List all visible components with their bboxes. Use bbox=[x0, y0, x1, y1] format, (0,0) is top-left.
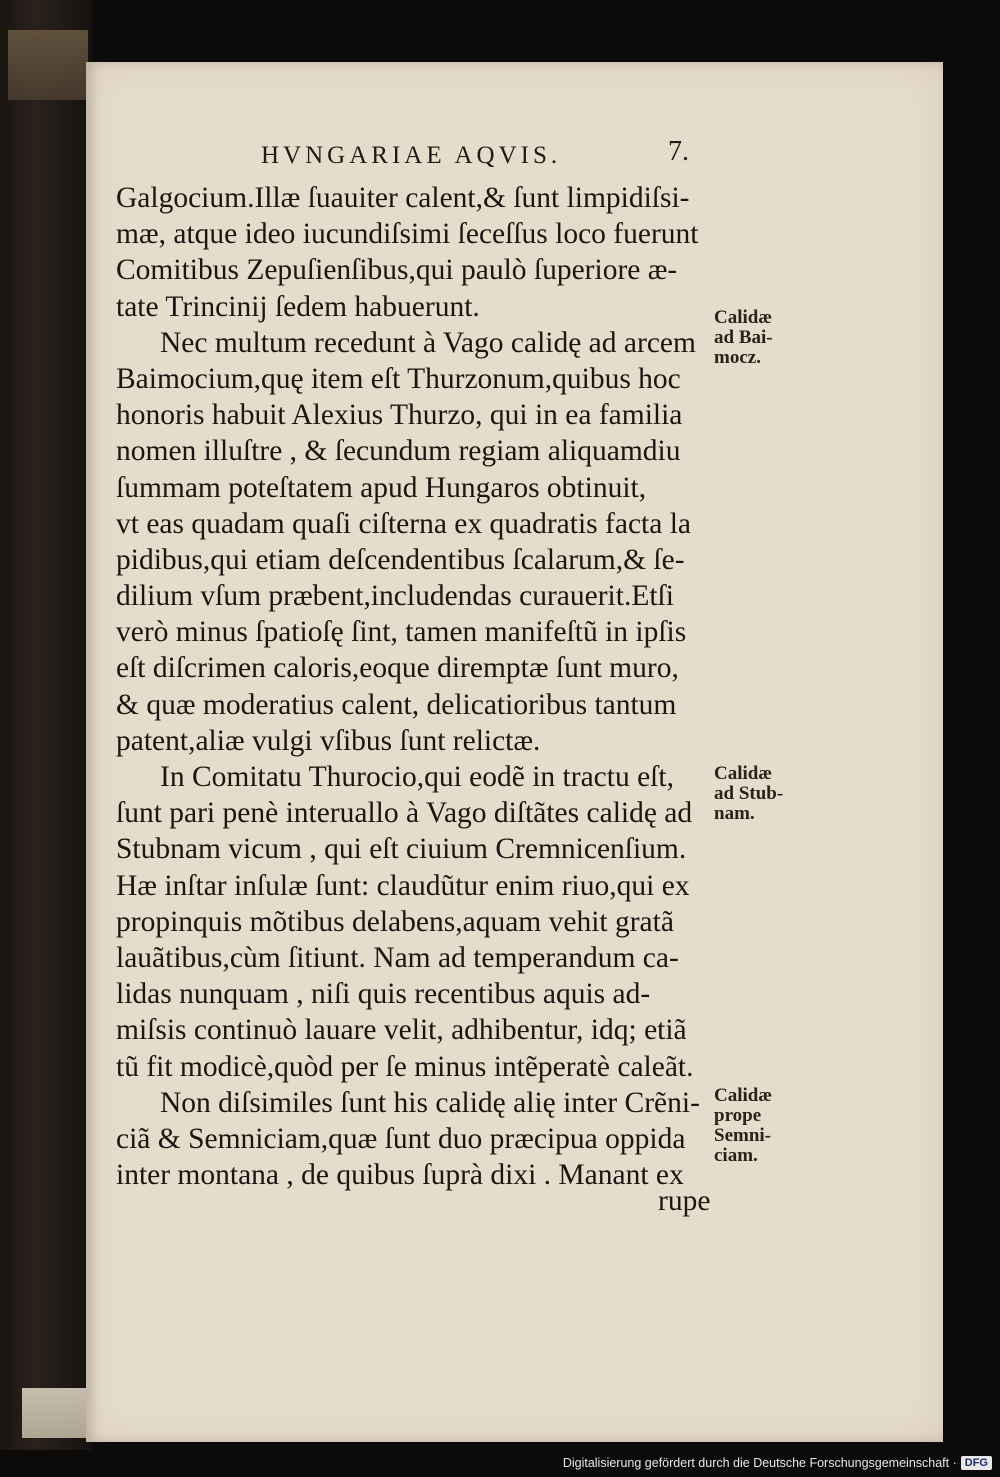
dfg-logo: DFG bbox=[961, 1456, 992, 1470]
text-line: ſunt pari penè interuallo à Vago diſtãtes calidę ad bbox=[116, 797, 693, 830]
marginal-note-baimocz bbox=[714, 308, 814, 368]
text-line: lidas nunquam , niſi quis recentibus aquis ad- bbox=[116, 978, 651, 1011]
marginal-note-line: Semni- bbox=[714, 1125, 771, 1146]
text-line: Non diſsimiles ſunt his calidę alię inter Crẽni- bbox=[160, 1086, 700, 1119]
text-line: lauãtibus,cùm ſitiunt. Nam ad temperandum ca- bbox=[116, 941, 679, 974]
binding-tab bbox=[8, 30, 88, 100]
marginal-note-semniciam bbox=[714, 1086, 814, 1166]
catchword: rupe bbox=[658, 1185, 711, 1217]
page-number: 7. bbox=[668, 136, 689, 167]
digitization-credit bbox=[563, 1453, 992, 1473]
marginal-note-line: nam. bbox=[714, 803, 755, 824]
text-line: Nec multum recedunt à Vago calidę ad arcem bbox=[160, 326, 696, 359]
marginal-note-line: Calidæ bbox=[714, 763, 773, 784]
text-line: eſt diſcrimen caloris,eoque diremptæ ſunt muro, bbox=[116, 652, 679, 685]
text-line: ſummam poteſtatem apud Hungaros obtinuit, bbox=[116, 471, 647, 504]
running-head: HVNGARIAE AQVIS. bbox=[261, 142, 562, 169]
marginal-note-line: ciam. bbox=[714, 1145, 758, 1166]
text-line: miſsis continuò lauare velit, adhibentur, idq; etiã bbox=[116, 1014, 687, 1047]
marginal-note-line: prope bbox=[714, 1105, 762, 1126]
text-line: Baimocium,quę item eſt Thurzonum,quibus hoc bbox=[116, 362, 681, 395]
text-line: patent,aliæ vulgi vſibus ſunt relictæ. bbox=[116, 724, 541, 757]
text-line: Galgocium.Illæ ſuauiter calent,& ſunt limpidiſsi- bbox=[116, 182, 690, 214]
marginal-note-line: Calidæ bbox=[714, 307, 773, 328]
text-line: verò minus ſpatioſę ſint, tamen manifeſtũ in ipſis bbox=[116, 616, 687, 649]
binding-tab-lower bbox=[22, 1388, 92, 1438]
text-line: mæ, atque ideo iucundiſsimi ſeceſſus loco fuerunt bbox=[116, 218, 699, 251]
marginal-note-line: ad Bai- bbox=[714, 327, 773, 348]
text-line: ciã & Semniciam,quæ ſunt duo præcipua oppida bbox=[116, 1122, 686, 1155]
text-line: Hæ inſtar inſulæ ſunt: claudũtur enim riuo,qui ex bbox=[116, 869, 690, 902]
text-line: vt eas quadam quaſi ciſterna ex quadratis facta la bbox=[116, 507, 691, 540]
text-line: propinquis mõtibus delabens,aquam vehit gratã bbox=[116, 905, 674, 938]
text-line: In Comitatu Thurocio,qui eodẽ in tractu eſt, bbox=[160, 761, 674, 793]
credit-text: Digitalisierung gefördert durch die Deutsche Forschungsgemeinschaft · bbox=[562, 1456, 957, 1470]
text-line: & quæ moderatius calent, delicatioribus tantum bbox=[116, 688, 677, 721]
marginal-note-stubnam bbox=[714, 764, 814, 824]
text-line: Stubnam vicum , qui eſt ciuium Cremnicenſium. bbox=[116, 833, 687, 866]
body-text bbox=[116, 180, 706, 1193]
text-line: tũ fit modicè,quòd per ſe minus intẽperatè caleãt. bbox=[116, 1050, 694, 1083]
text-line: honoris habuit Alexius Thurzo, qui in ea familia bbox=[116, 399, 683, 432]
book-page bbox=[86, 62, 943, 1442]
text-line: inter montana , de quibus ſuprà dixi . Manant ex bbox=[116, 1159, 684, 1192]
marginal-note-line: Calidæ bbox=[714, 1085, 773, 1106]
text-line: nomen illuſtre , & ſecundum regiam aliquamdiu bbox=[116, 435, 681, 468]
text-line: Comitibus Zepuſienſibus,qui paulò ſuperiore æ- bbox=[116, 254, 678, 287]
text-line: dilium vſum præbent,includendas curauerit.Etſi bbox=[116, 580, 674, 613]
text-line: pidibus,qui etiam deſcendentibus ſcalarum,& ſe- bbox=[116, 543, 685, 576]
text-line: tate Trincinij ſedem habuerunt. bbox=[116, 290, 480, 323]
marginal-note-line: ad Stub- bbox=[714, 783, 784, 804]
marginal-note-line: mocz. bbox=[714, 347, 761, 368]
book-binding bbox=[0, 0, 92, 1450]
